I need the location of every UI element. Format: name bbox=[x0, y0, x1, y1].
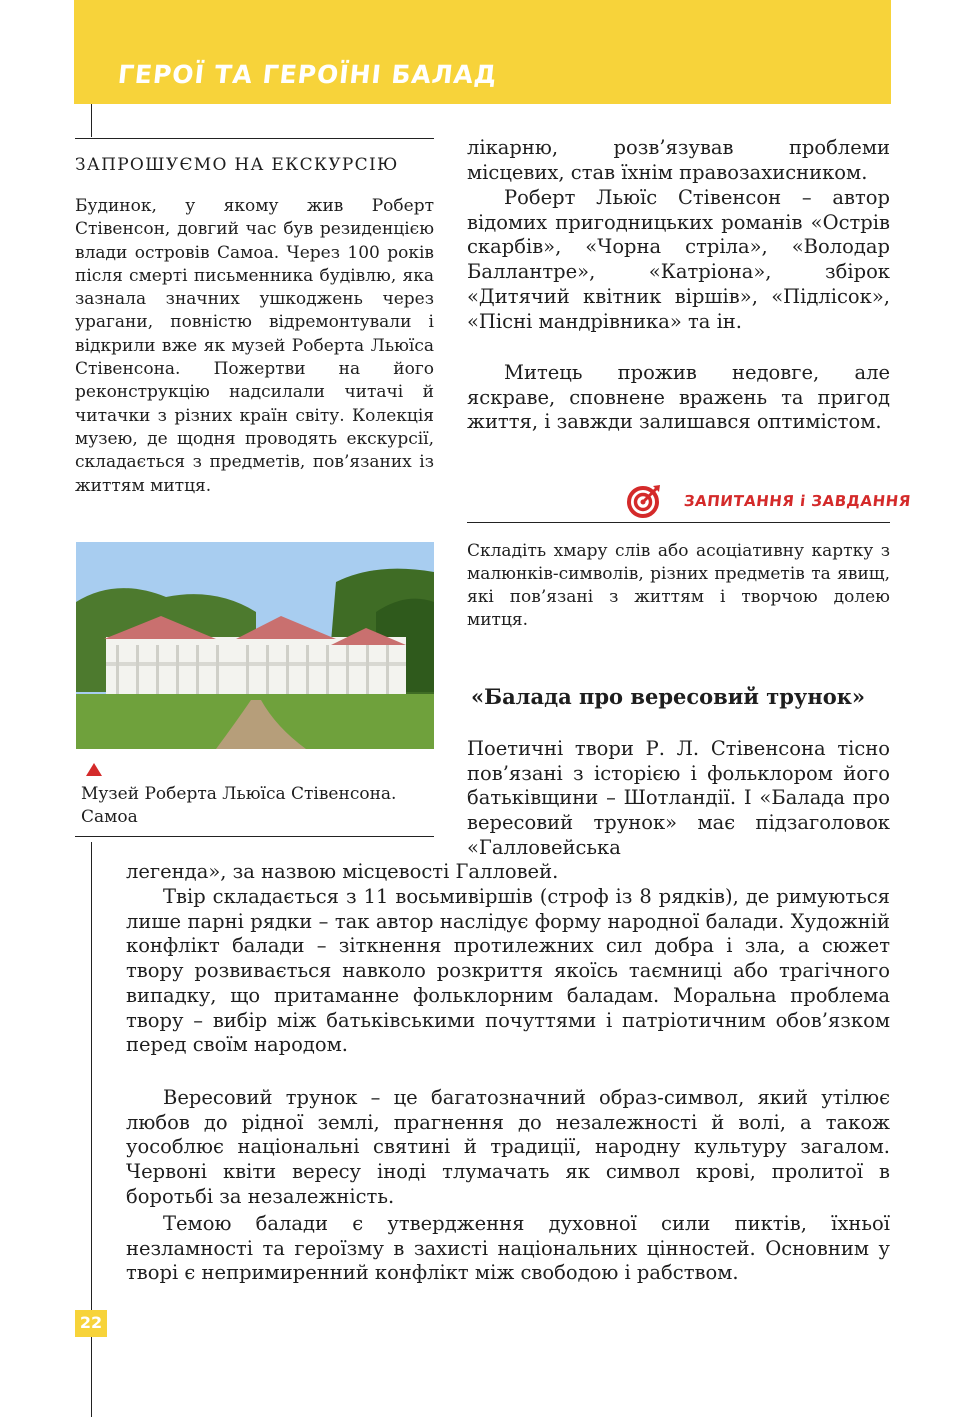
right-paragraph-1: лікарню, розв’язував проблеми місцевих, став їхнім правозахисником. bbox=[467, 136, 890, 184]
section-paragraph-3: Вересовий трунок – це багатозначний образ-символ, який утілює любов до рідної землі, прагнення до незалежності й волі, а також уособлює національні святині й традиції, народну культуру загалом. Червоні квіти вересу іноді тлумачать як символ крові, пролитої в боротьбі за незалежність. bbox=[126, 1086, 890, 1208]
section-paragraph-4: Темою балади є утвердження духовної сили пиктів, їхньої незламності та героїзму в захисті національних цінностей. Основним у творі є непримиренний конфлікт між свободою і рабством. bbox=[126, 1212, 890, 1285]
tasks-title: ЗАПИТАННЯ і ЗАВДАННЯ bbox=[683, 492, 912, 510]
margin-rule-top bbox=[91, 104, 92, 137]
section-intro: Поетичні твори Р. Л. Стівенсона тісно пов’язані з історією і фольклором його батьківщини – Шотландії. І «Балада про вересовий трунок» має підзаголовок «Галловейська bbox=[467, 737, 890, 859]
caption-triangle-icon bbox=[86, 763, 102, 776]
page-number-badge bbox=[75, 1310, 107, 1337]
chapter-title: ГЕРОЇ ТА ГЕРОЇНІ БАЛАД bbox=[116, 60, 499, 89]
section-intro-continuation: легенда», за назвою місцевості Галловей. bbox=[126, 860, 559, 883]
tasks-rule bbox=[467, 522, 890, 523]
sidebar-heading: ЗАПРОШУЄМО НА ЕКСКУРСІЮ bbox=[75, 155, 399, 175]
right-paragraph-3: Митець прожив недовге, але яскраве, сповнене вражень та пригод життя, і завжди залишався оптимістом. bbox=[467, 361, 890, 434]
museum-photo bbox=[76, 542, 434, 749]
margin-rule-bottom bbox=[91, 1337, 92, 1417]
target-icon bbox=[626, 483, 662, 519]
photo-caption: Музей Роберта Льюїса Стівенсона. Самоа bbox=[81, 784, 397, 827]
sidebar-top-rule bbox=[75, 138, 434, 139]
sidebar-bottom-rule bbox=[75, 836, 434, 837]
page-number: 22 bbox=[79, 1313, 103, 1332]
section-paragraph-2: Твір складається з 11 восьмивіршів (строф із 8 рядків), де римуються лише парні рядки – так автор наслідує форму народної балади. Художній конфлікт балади – зіткнення протилежних сил добра і зла, а сюжет твору розвивається навколо розкриття якоїсь таємниці або трагічного випадку, що притаманне фольклорним баладам. Моральна проблема твору – вибір між батьківськими почуттями і патріотичним обов’язком перед своїм народом. bbox=[126, 885, 890, 1057]
sidebar-text: Будинок, у якому жив Роберт Стівенсон, довгий час був резиденцією влади островів Самоа. Через 100 років після смерті письменника будівлю, яка зазнала значних ушкоджень через урагани, повністю відремонтували і відкрили вже як музей Роберта Льюїса Стівенсона. Пожертви на його реконструкцію надсилали читачі й читачки з різних країн світу. Колекція музею, де щодня проводять екскурсії, складається з предметів, пов’язаних із життям митця. bbox=[75, 196, 434, 496]
margin-rule-middle bbox=[91, 842, 92, 1310]
section-title: «Балада про вересовий трунок» bbox=[471, 684, 866, 709]
right-paragraph-2: Роберт Льюїс Стівенсон – автор відомих пригодницьких романів «Острів скарбів», «Чорна стріла», «Володар Баллантре», «Катріона», збірок «Дитячий квітник віршів», «Підлісок», «Пісні мандрівника» та ін. bbox=[467, 186, 890, 333]
tasks-text: Складіть хмару слів або асоціативну картку з малюнків-символів, різних предметів та явищ, які пов’язані з життям і творчою долею митця. bbox=[467, 541, 890, 630]
